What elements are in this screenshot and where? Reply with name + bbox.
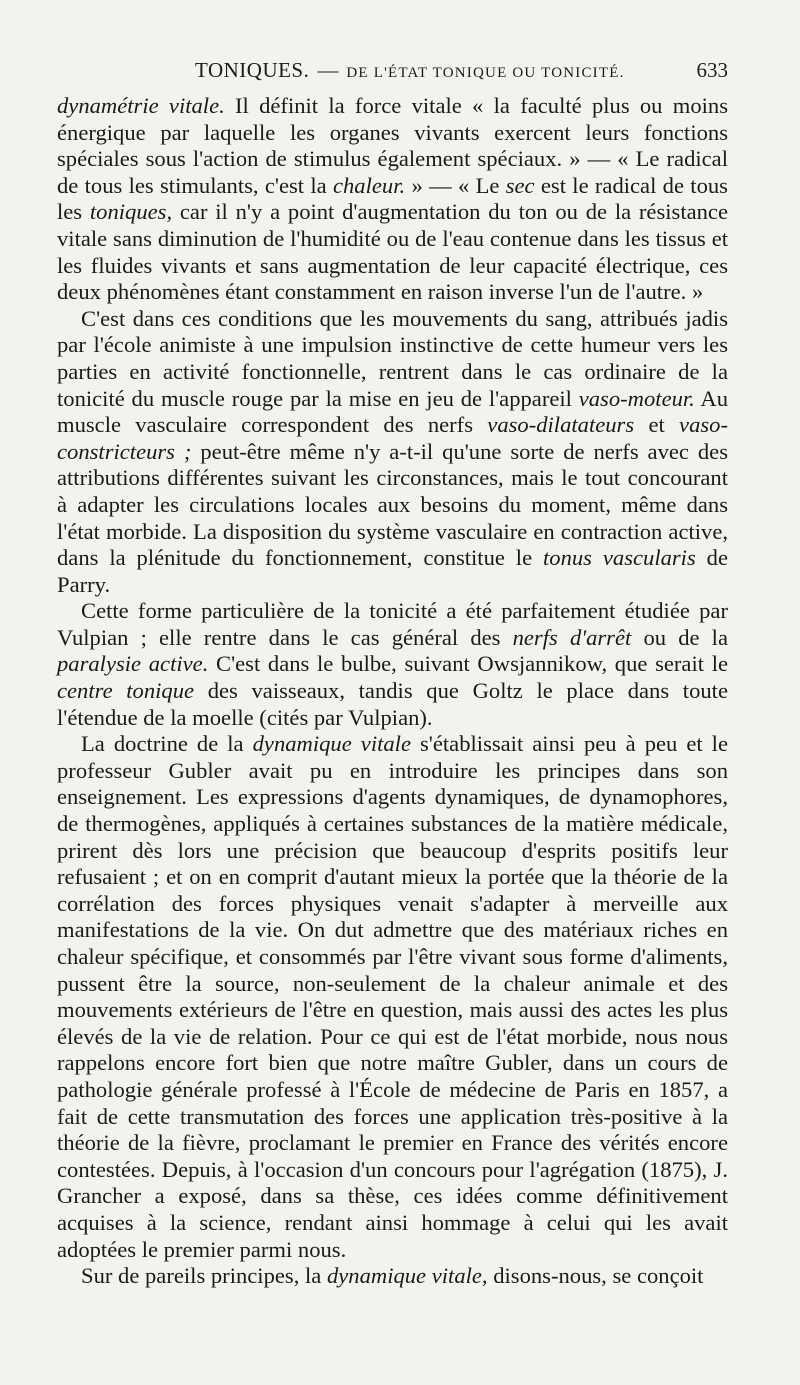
text-run: des vaisseaux, tandis que Goltz le place dans toute l'étendue de la moelle (cités par Vulpian).	[57, 678, 728, 730]
italic-text: centre tonique	[57, 678, 195, 704]
italic-text: nerfs d'arrêt	[512, 624, 632, 650]
text-run: Cette forme particulière de la tonicité a été parfaitement étudiée par Vulpian ; elle rentre dans le cas général des	[57, 598, 728, 650]
italic-text: toniques,	[89, 199, 173, 225]
text-run: et	[634, 412, 680, 438]
paragraph	[57, 93, 728, 306]
italic-text: dynamétrie vitale.	[57, 93, 225, 118]
italic-text: paralysie active.	[57, 651, 209, 677]
italic-text: vaso-dilatateurs	[487, 412, 635, 438]
text-run: Au muscle vasculaire correspondent des nerfs	[57, 385, 728, 438]
italic-text: tonus vascularis	[543, 545, 696, 571]
text-run: ou de la	[631, 624, 728, 650]
running-head-title: TONIQUES.	[195, 58, 310, 82]
running-head-subtitle: DE L'ÉTAT TONIQUE OU TONICITÉ.	[346, 65, 625, 81]
text-run: C'est dans le bulbe, suivant Owsjannikow, que serait le	[208, 651, 728, 677]
page-number: 633	[696, 58, 728, 82]
text-run: de Parry.	[57, 545, 728, 597]
text-run: La doctrine de la	[81, 731, 253, 757]
text-run: est le radical de tous les	[57, 172, 728, 225]
paragraph	[57, 306, 728, 599]
italic-text: vaso-moteur.	[578, 385, 695, 411]
text-run: Sur de pareils principes, la	[81, 1263, 327, 1289]
italic-text: vaso-constricteurs ;	[57, 412, 728, 464]
paragraph	[57, 731, 728, 1263]
italic-text: dynamique vitale	[252, 731, 411, 757]
text-run: disons-nous, se conçoit	[487, 1263, 704, 1289]
italic-text: sec	[505, 172, 535, 198]
text-run: car il n'y a point d'augmentation du ton ou de la résistance vitale sans diminution de l'humidité ou de l'eau contenue dans les tissus et les fluides vivants et sans augmentation de leur capacité électrique, ces deux phénomènes étant constamment en raison inverse l'un de l'autre. »	[57, 199, 728, 305]
body-text	[57, 93, 728, 1290]
running-head	[57, 60, 728, 81]
italic-text: chaleur.	[332, 172, 406, 198]
text-run: Il définit la force vitale « la faculté plus ou moins énergique par laquelle les organes vivants exercent leurs fonctions spéciales sous l'action de stimulus également spéciaux. » — « Le radical de tous les stimulants, c'est la	[57, 93, 728, 198]
italic-text: dynamique vitale,	[326, 1263, 488, 1289]
text-run: s'établissait ainsi peu à peu et le professeur Gubler avait pu en introduire les principes dans son enseignement. Les expressions d'agents dynamiques, de dynamophores, de thermogènes, appliqués à certaines substances de la matière médicale, prirent dès lors une précision que beaucoup d'esprits positifs leur refusaient ; et on en comprit d'autant mieux la portée que la théorie de la corrélation des forces physiques venait s'adapter à merveille aux manifestations de la vie. On dut admettre que des matériaux riches en chaleur spécifique, et consommés par l'être vivant sous forme d'aliments, pussent être la source, non-seulement de la chaleur animale et des mouvements extérieurs de l'être en question, mais aussi des actes les plus élevés de la vie de relation. Pour ce qui est de l'état morbide, nous nous rappelons encore fort bien que notre maître Gubler, dans un cours de pathologie générale professé à l'École de médecine de Paris en 1857, a fait de cette transmutation des forces une application très-positive à la théorie de la fièvre, proclamant le premier en France des vérités encore contestées. Depuis, à l'occasion d'un concours pour l'agrégation (1875), J. Grancher a exposé, dans sa thèse, ces idées comme définitivement acquises à la science, rendant ainsi hommage à celui qui les avait adoptées le premier parmi nous.	[57, 731, 728, 1262]
text-run: » — « Le	[405, 172, 506, 198]
running-head-separator: —	[317, 58, 339, 82]
paragraph	[57, 598, 728, 731]
paragraph	[57, 1263, 728, 1290]
text-run: C'est dans ces conditions que les mouvements du sang, attribués jadis par l'école animiste à une impulsion instinctive de cette humeur vers les parties en activité fonctionnelle, rentrent dans le cas ordinaire de la tonicité du muscle rouge par la mise en jeu de l'appareil	[57, 305, 728, 411]
text-run: peut-être même n'y a-t-il qu'une sorte de nerfs avec des attributions différentes suivant les circonstances, mais le tout concourant à adapter les circulations locales aux besoins du moment, même dans l'état morbide. La disposition du système vasculaire en contraction active, dans la plénitude du fonctionnement, constitue le	[57, 438, 728, 571]
